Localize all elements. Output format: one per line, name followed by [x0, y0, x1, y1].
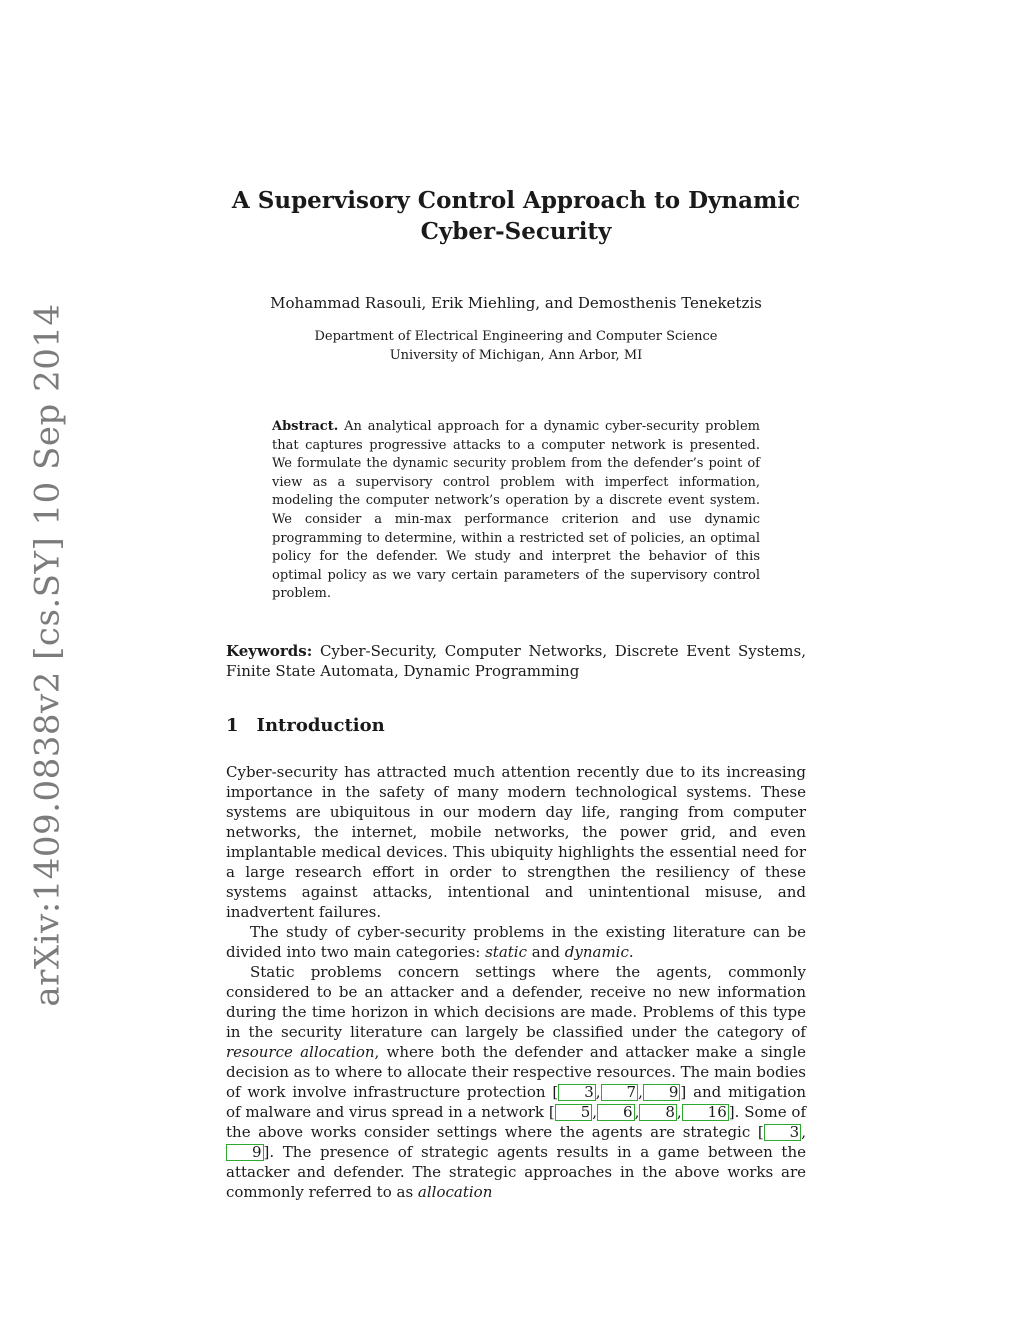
text-span: The study of cyber-security problems in the existing literature can be divided into two main categories:: [226, 922, 806, 961]
text-span: and: [527, 942, 565, 961]
keywords-label: Keywords:: [226, 641, 313, 660]
emphasis-allocation: allocation: [417, 1182, 493, 1201]
citation-link[interactable]: 3: [558, 1084, 596, 1101]
text-span: . The presence of strategic agents results in a game between the attacker and defender. The strategic approaches in the above works are commonly referred to as: [226, 1142, 806, 1201]
section-heading-introduction: [226, 715, 806, 736]
text-span: and mitigation of malware and virus spread in a network: [226, 1082, 807, 1121]
citation-link[interactable]: 9: [643, 1084, 681, 1101]
citation-link[interactable]: 7: [601, 1084, 639, 1101]
paragraph: [226, 922, 806, 962]
emphasis-resource-allocation: resource allocation: [226, 1042, 375, 1061]
text-span: , where both the defender and attacker make a single decision as to where to allocate their respective resources. The main bodies of work involve infrastructure protection: [226, 1042, 806, 1101]
keywords-text: Cyber-Security, Computer Networks, Discrete Event Systems, Finite State Automata, Dynamic Programming: [226, 641, 806, 680]
section-number: 1: [226, 714, 239, 736]
citation-link[interactable]: 6: [597, 1104, 635, 1121]
citation-link[interactable]: 3: [764, 1124, 802, 1141]
text-span: .: [628, 942, 634, 961]
section-title: Introduction: [256, 714, 385, 736]
text-span: . Some of the above works consider settings where the agents are strategic: [226, 1102, 806, 1141]
citation-link[interactable]: 5: [555, 1104, 593, 1121]
citation-link[interactable]: 8: [639, 1104, 677, 1121]
arxiv-identifier-text: arXiv:1409.0838v2 [cs.SY] 10 Sep 2014: [28, 303, 69, 1007]
paragraph: Cyber-security has attracted much attention recently due to its increasing importance in the safety of many modern technological systems. These systems are ubiquitous in our modern day life, ranging from computer networks, the internet, mobile networks, the power grid, and even implantable medical devices. This ubiquity highlights the essential need for a large research effort in order to strengthen the resiliency of these systems against attacks, intentional and unintentional misuse, and inadvertent failures.: [226, 762, 806, 921]
paper-title: A Supervisory Control Approach to Dynamic Cyber-Security: [231, 187, 801, 245]
affiliation: [226, 327, 806, 365]
text-span: Static problems concern settings where the agents, commonly considered to be an attacker and a defender, receive no new information during the time horizon in which decisions are made. Problems of this type in the security literature can largely be classified under the category of: [226, 962, 806, 1041]
citation-link[interactable]: 9: [226, 1144, 264, 1161]
citation-link[interactable]: 16: [682, 1104, 729, 1121]
abstract-text: An analytical approach for a dynamic cyber-security problem that captures progressive attacks to a computer network is presented. We formulate the dynamic security problem from the defender’s point of view as a supervisory control problem with imperfect information, modeling the computer network’s operation by a discrete event system. We consider a min-max performance criterion and use dynamic programming to determine, within a restricted set of policies, an optimal policy for the defender. We study and interpret the behavior of this optimal policy as we vary certain parameters of the supervisory control problem.: [272, 419, 760, 602]
affiliation-university: University of Michigan, Ann Arbor, MI: [389, 348, 643, 363]
section-body: [226, 762, 806, 1202]
emphasis-static: static: [485, 942, 528, 961]
arxiv-identifier-stamp: [8, 303, 88, 1007]
paragraph: Static problems concern settings where the agents, commonly considered to be an attacker and a defender, receive no new information during the time horizon in which decisions are made. Problems of this type in the security literature can largely be classified under the category of resource allocation, where both the defender and attacker make a single decision as to where to allocate their respective resources. The main bodies of work involve infrastructure protection [ 3 , 7 , 9 ] and mitigation of malware and virus spread in a network [ 5 , 6 , 8 , 16 ]. Some of the above works consider settings where the agents are strategic [ 3 ,9 ]. The presence of strategic agents results in a game between the attacker and defender. The strategic approaches in the above works are commonly referred to as allocation: [226, 962, 807, 1201]
author-list: Mohammad Rasouli, Erik Miehling, and Demosthenis Teneketzis: [270, 294, 762, 312]
paper-page: [226, 185, 806, 1202]
abstract: [272, 418, 760, 604]
abstract-label: Abstract.: [272, 419, 339, 434]
emphasis-dynamic: dynamic: [564, 942, 629, 961]
affiliation-department: Department of Electrical Engineering and Computer Science: [314, 329, 718, 344]
keywords: [226, 641, 806, 681]
